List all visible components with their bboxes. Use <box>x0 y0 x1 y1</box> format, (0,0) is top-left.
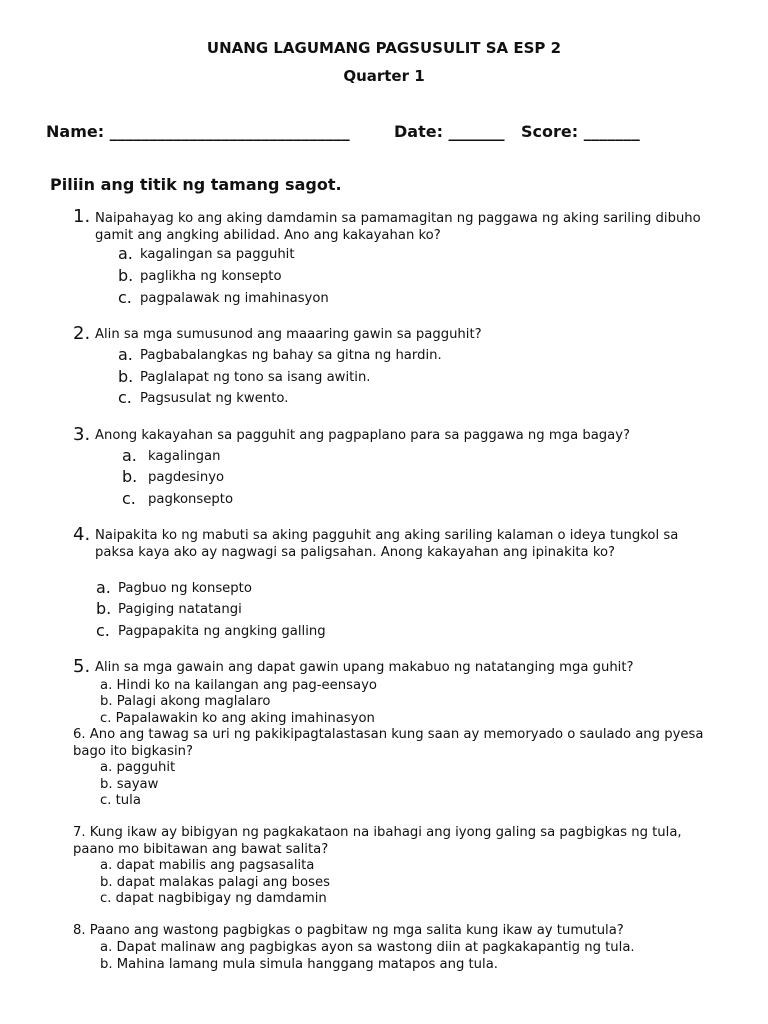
option-text: Pagsusulat ng kwento. <box>140 391 289 406</box>
option-item: a. Hindi ko na kailangan ang pag-eensayo <box>100 678 377 693</box>
option-item: b. dapat malakas palagi ang boses <box>100 875 330 890</box>
question-number: 3. <box>73 424 91 445</box>
option-text: kagalingan <box>148 449 221 464</box>
option-text: Pagbabalangkas ng bahay sa gitna ng hardin. <box>140 348 442 363</box>
option-letter: a. <box>96 578 111 597</box>
option-letter: c. <box>118 388 132 407</box>
option-text: pagdesinyo <box>148 470 225 485</box>
name-field: Name: ______________________________ <box>46 122 350 141</box>
question-text: Naipakita ko ng mabuti sa aking pagguhit ang aking sariling kalaman o ideya tungkol sa paksa kaya ako ay nagwagi sa paligsahan. Anong kakayahan ang ipinakita ko? <box>95 528 679 560</box>
option-text: Pagbuo ng konsepto <box>118 581 252 596</box>
option-letter: b. <box>96 599 112 618</box>
score-field: Score: _______ <box>521 122 640 141</box>
option-item: b. Palagi akong maglalaro <box>100 694 271 709</box>
option-item: b. Mahina lamang mula simula hanggang matapos ang tula. <box>100 957 498 972</box>
option-letter: a. <box>118 345 133 364</box>
option-letter: b. <box>118 266 134 285</box>
option-letter: b. <box>122 467 138 486</box>
option-letter: c. <box>96 621 110 640</box>
option-text: pagpalawak ng imahinasyon <box>140 291 329 306</box>
instructions: Piliin ang titik ng tamang sagot. <box>50 175 342 194</box>
question-text: 6. Ano ang tawag sa uri ng pakikipagtalastasan kung saan ay memoryado o saulado ang pyesa bago ito bigkasin? <box>73 727 704 759</box>
option-item: c. dapat nagbibigay ng damdamin <box>100 891 327 906</box>
option-item: a. Dapat malinaw ang pagbigkas ayon sa wastong diin at pagkakapantig ng tula. <box>100 940 635 955</box>
option-letter: c. <box>118 288 132 307</box>
question-number: 5. <box>73 656 91 677</box>
exam-title: UNANG LAGUMANG PAGSUSULIT SA ESP 2 <box>206 39 562 57</box>
option-text: Paglalapat ng tono sa isang awitin. <box>140 370 371 385</box>
question-number: 4. <box>73 524 91 545</box>
option-item: a. pagguhit <box>100 760 176 775</box>
option-item: a. dapat mabilis ang pagsasalita <box>100 858 315 873</box>
option-text: kagalingan sa pagguhit <box>140 247 295 262</box>
option-text: Pagpapakita ng angking galling <box>118 624 326 639</box>
option-letter: b. <box>118 367 134 386</box>
question-text: Naipahayag ko ang aking damdamin sa pamamagitan ng paggawa ng aking sariling dibuho gamit ang angking abilidad. Ano ang kakayahan ko? <box>95 211 701 243</box>
question-text: 7. Kung ikaw ay bibigyan ng pagkakataon na ibahagi ang iyong galing sa pagbigkas ng tula, paano mo bibitawan ang bawat salita? <box>73 825 682 857</box>
option-text: pagkonsepto <box>148 492 234 507</box>
option-item: c. tula <box>100 793 141 808</box>
question-number: 2. <box>73 323 91 344</box>
option-item: b. sayaw <box>100 777 159 792</box>
question-text: Alin sa mga gawain ang dapat gawin upang makabuo ng natatanging mga guhit? <box>95 660 634 675</box>
option-text: paglikha ng konsepto <box>140 269 282 284</box>
question-number: 1. <box>73 206 91 227</box>
option-letter: a. <box>118 244 133 263</box>
question-text: Anong kakayahan sa pagguhit ang pagpaplano para sa paggawa ng mga bagay? <box>95 428 631 443</box>
option-letter: a. <box>122 446 137 465</box>
question-text: Alin sa mga sumusunod ang maaaring gawin sa pagguhit? <box>95 327 482 342</box>
quarter-label: Quarter 1 <box>343 67 425 85</box>
option-item: c. Papalawakin ko ang aking imahinasyon <box>100 711 375 726</box>
option-letter: c. <box>122 489 136 508</box>
date-field: Date: _______ <box>394 122 505 141</box>
question-text: 8. Paano ang wastong pagbigkas o pagbitaw ng mga salita kung ikaw ay tumutula? <box>73 923 624 938</box>
option-text: Pagiging natatangi <box>118 602 242 617</box>
